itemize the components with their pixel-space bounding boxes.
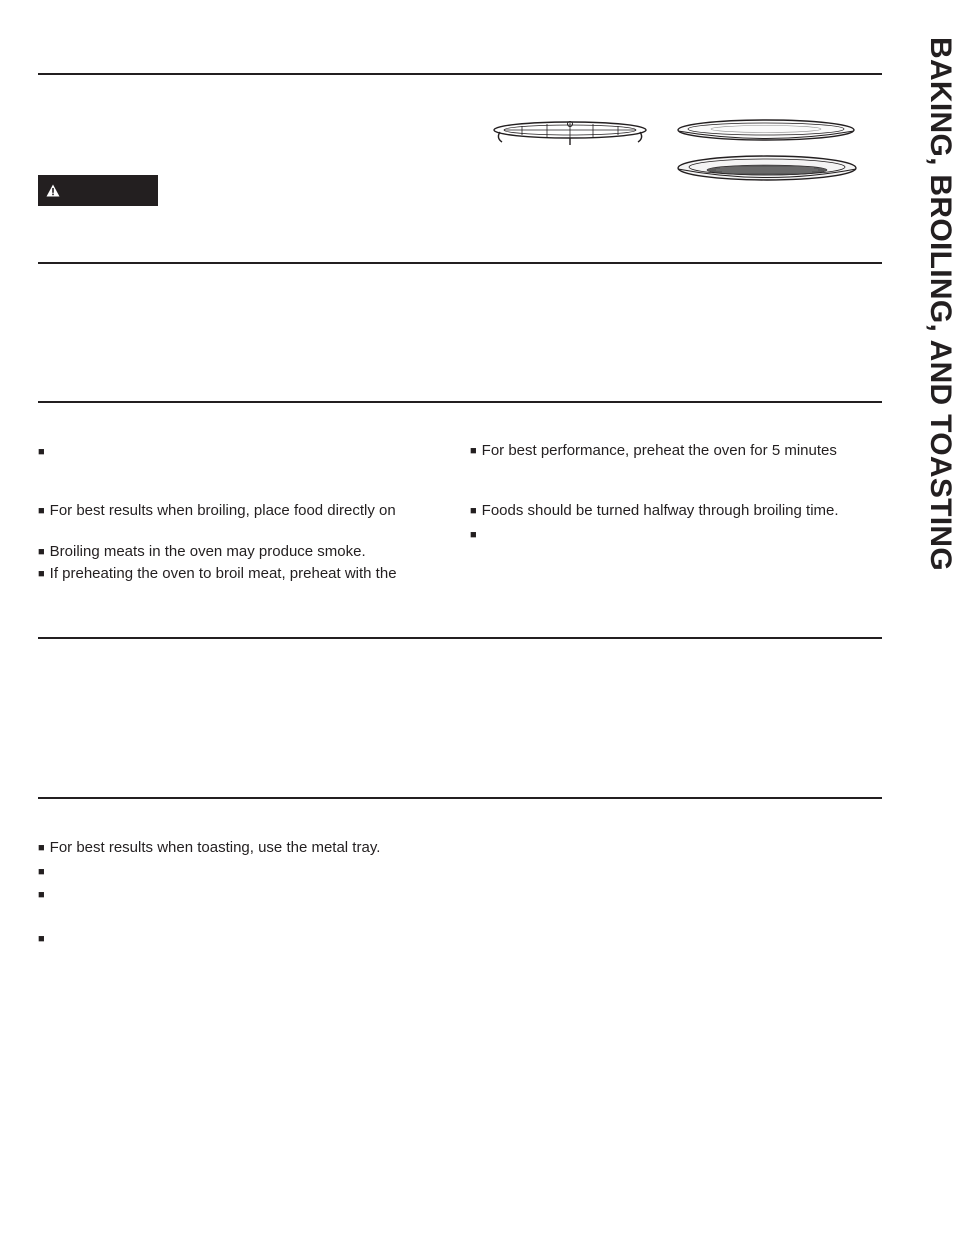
warning-triangle-icon bbox=[46, 184, 60, 197]
wire-rack-illustration bbox=[492, 118, 652, 152]
metal-tray-illustration bbox=[676, 154, 858, 184]
warning-label bbox=[38, 175, 158, 206]
section-rule-3 bbox=[38, 637, 882, 639]
broiling-tip-right-2: ■ Foods should be turned halfway through broiling time. bbox=[470, 502, 839, 521]
toasting-tip-3 bbox=[38, 886, 50, 905]
section-rule-2 bbox=[38, 401, 882, 403]
toasting-tip-2 bbox=[38, 863, 50, 882]
section-rule-1 bbox=[38, 262, 882, 264]
broiling-tip-left-1 bbox=[38, 443, 50, 462]
glass-tray-illustration bbox=[676, 118, 858, 144]
toasting-tip-4 bbox=[38, 930, 50, 949]
header-rule bbox=[38, 73, 882, 75]
broiling-tip-left-3: ■ Broiling meats in the oven may produce smoke. bbox=[38, 543, 366, 562]
section-rule-4 bbox=[38, 797, 882, 799]
section-side-title: BAKING, BROILING, AND TOASTING bbox=[924, 37, 957, 571]
broiling-tip-right-1: ■ For best performance, preheat the oven for 5 minutes bbox=[470, 442, 837, 461]
broiling-tip-left-4: ■ If preheating the oven to broil meat, preheat with the bbox=[38, 565, 397, 584]
broiling-tip-right-3 bbox=[470, 526, 482, 545]
broiling-tip-left-2: ■ For best results when broiling, place food directly on bbox=[38, 502, 396, 521]
toasting-tip-1: ■ For best results when toasting, use the metal tray. bbox=[38, 839, 380, 858]
